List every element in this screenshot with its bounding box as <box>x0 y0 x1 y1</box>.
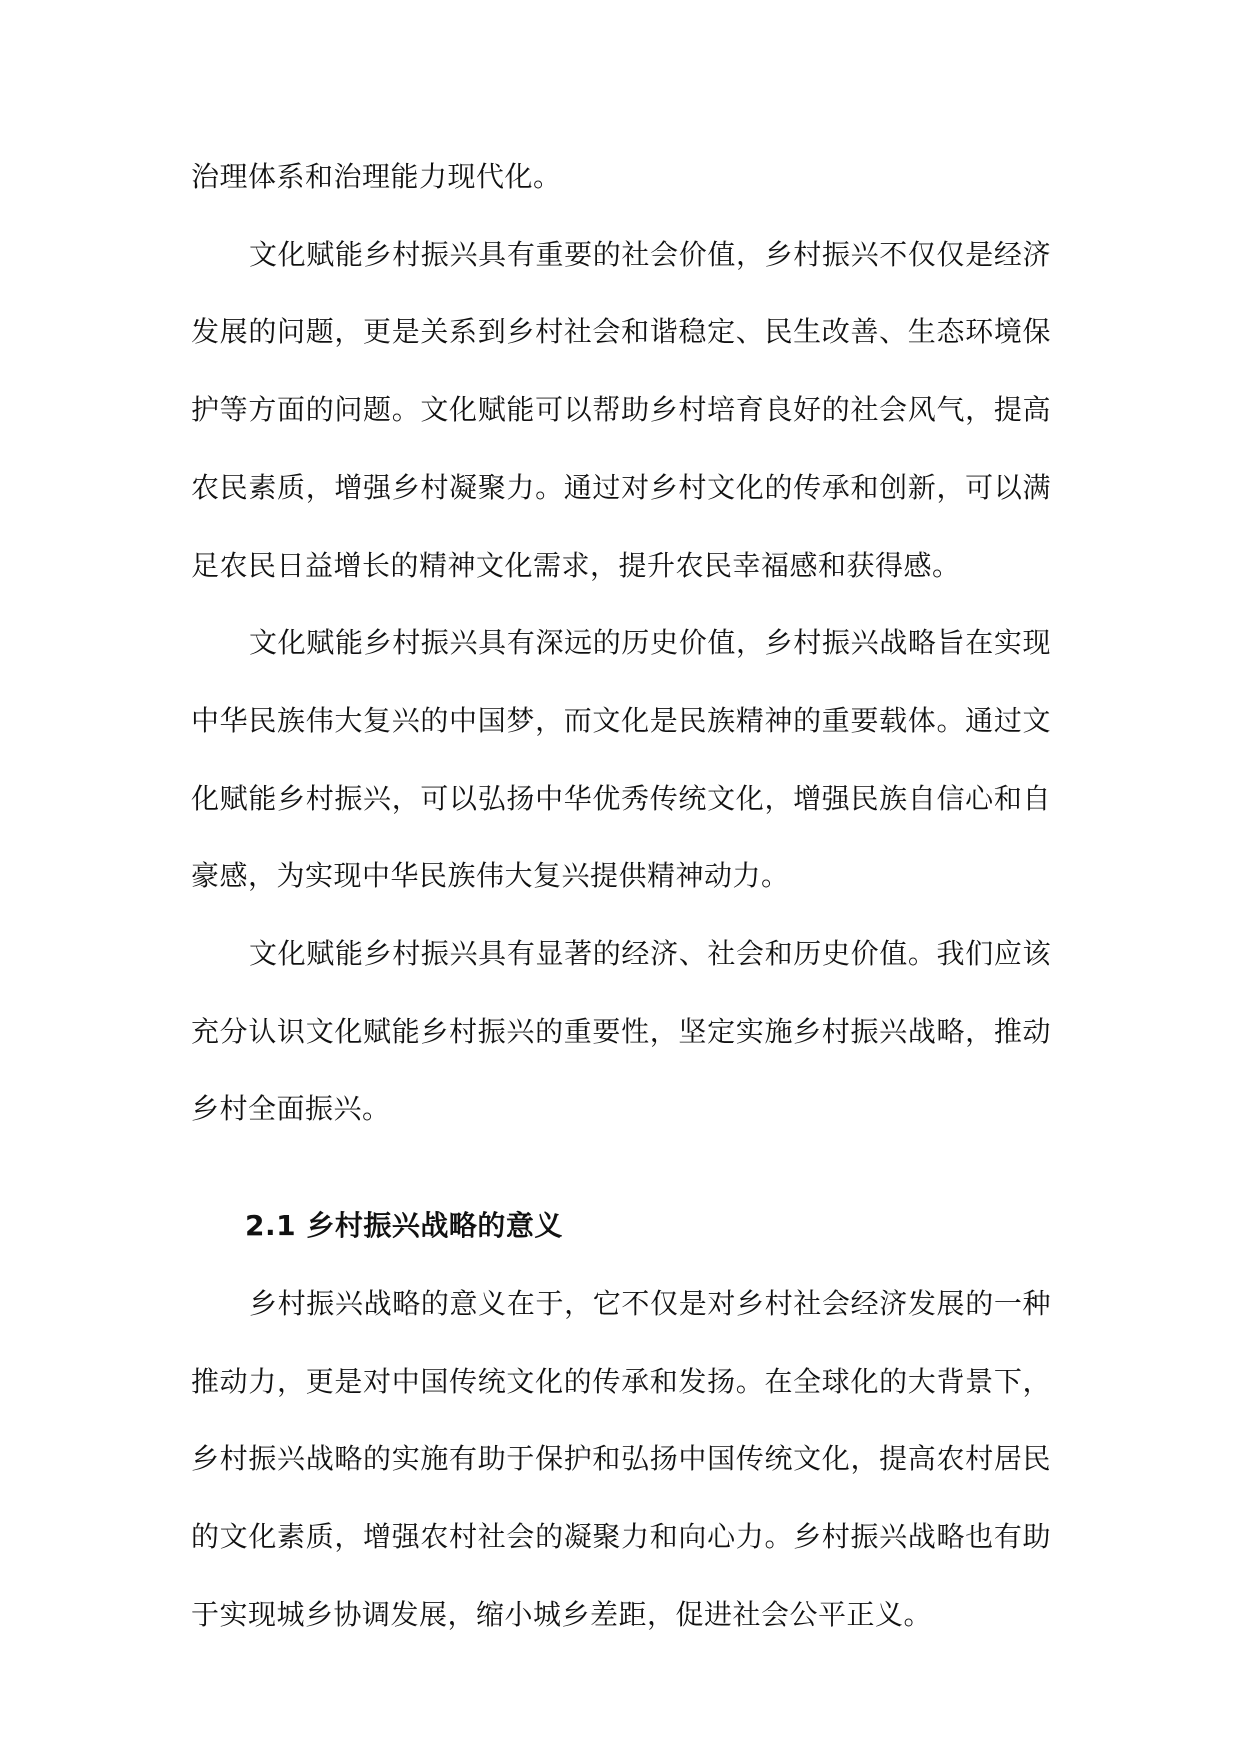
document-body <box>191 138 1051 1653</box>
paragraph-historical-value: 文化赋能乡村振兴具有深远的历史价值，乡村振兴战略旨在实现中华民族伟大复兴的中国梦，而文化是民族精神的重要载体。通过文化赋能乡村振兴，可以弘扬中华优秀传统文化，增强民族自信心和自豪感，为实现中华民族伟大复兴提供精神动力。 <box>191 626 1051 893</box>
paragraph-strategy-significance: 乡村振兴战略的意义在于，它不仅是对乡村社会经济发展的一种推动力，更是对中国传统文化的传承和发扬。在全球化的大背景下，乡村振兴战略的实施有助于保护和弘扬中国传统文化，提高农村居民的文化素质，增强农村社会的凝聚力和向心力。乡村振兴战略也有助于实现城乡协调发展，缩小城乡差距，促进社会公平正义。 <box>191 1286 1051 1631</box>
paragraph-summary: 文化赋能乡村振兴具有显著的经济、社会和历史价值。我们应该充分认识文化赋能乡村振兴的重要性，坚定实施乡村振兴战略，推动乡村全面振兴。 <box>191 937 1051 1126</box>
section-heading: 2.1 乡村振兴战略的意义 <box>245 1209 563 1243</box>
continued-paragraph: 治理体系和治理能力现代化。 <box>191 160 562 193</box>
paragraph-social-value: 文化赋能乡村振兴具有重要的社会价值，乡村振兴不仅仅是经济发展的问题，更是关系到乡村社会和谐稳定、民生改善、生态环境保护等方面的问题。文化赋能可以帮助乡村培育良好的社会风气，提高农民素质，增强乡村凝聚力。通过对乡村文化的传承和创新，可以满足农民日益增长的精神文化需求，提升农民幸福感和获得感。 <box>191 237 1051 582</box>
